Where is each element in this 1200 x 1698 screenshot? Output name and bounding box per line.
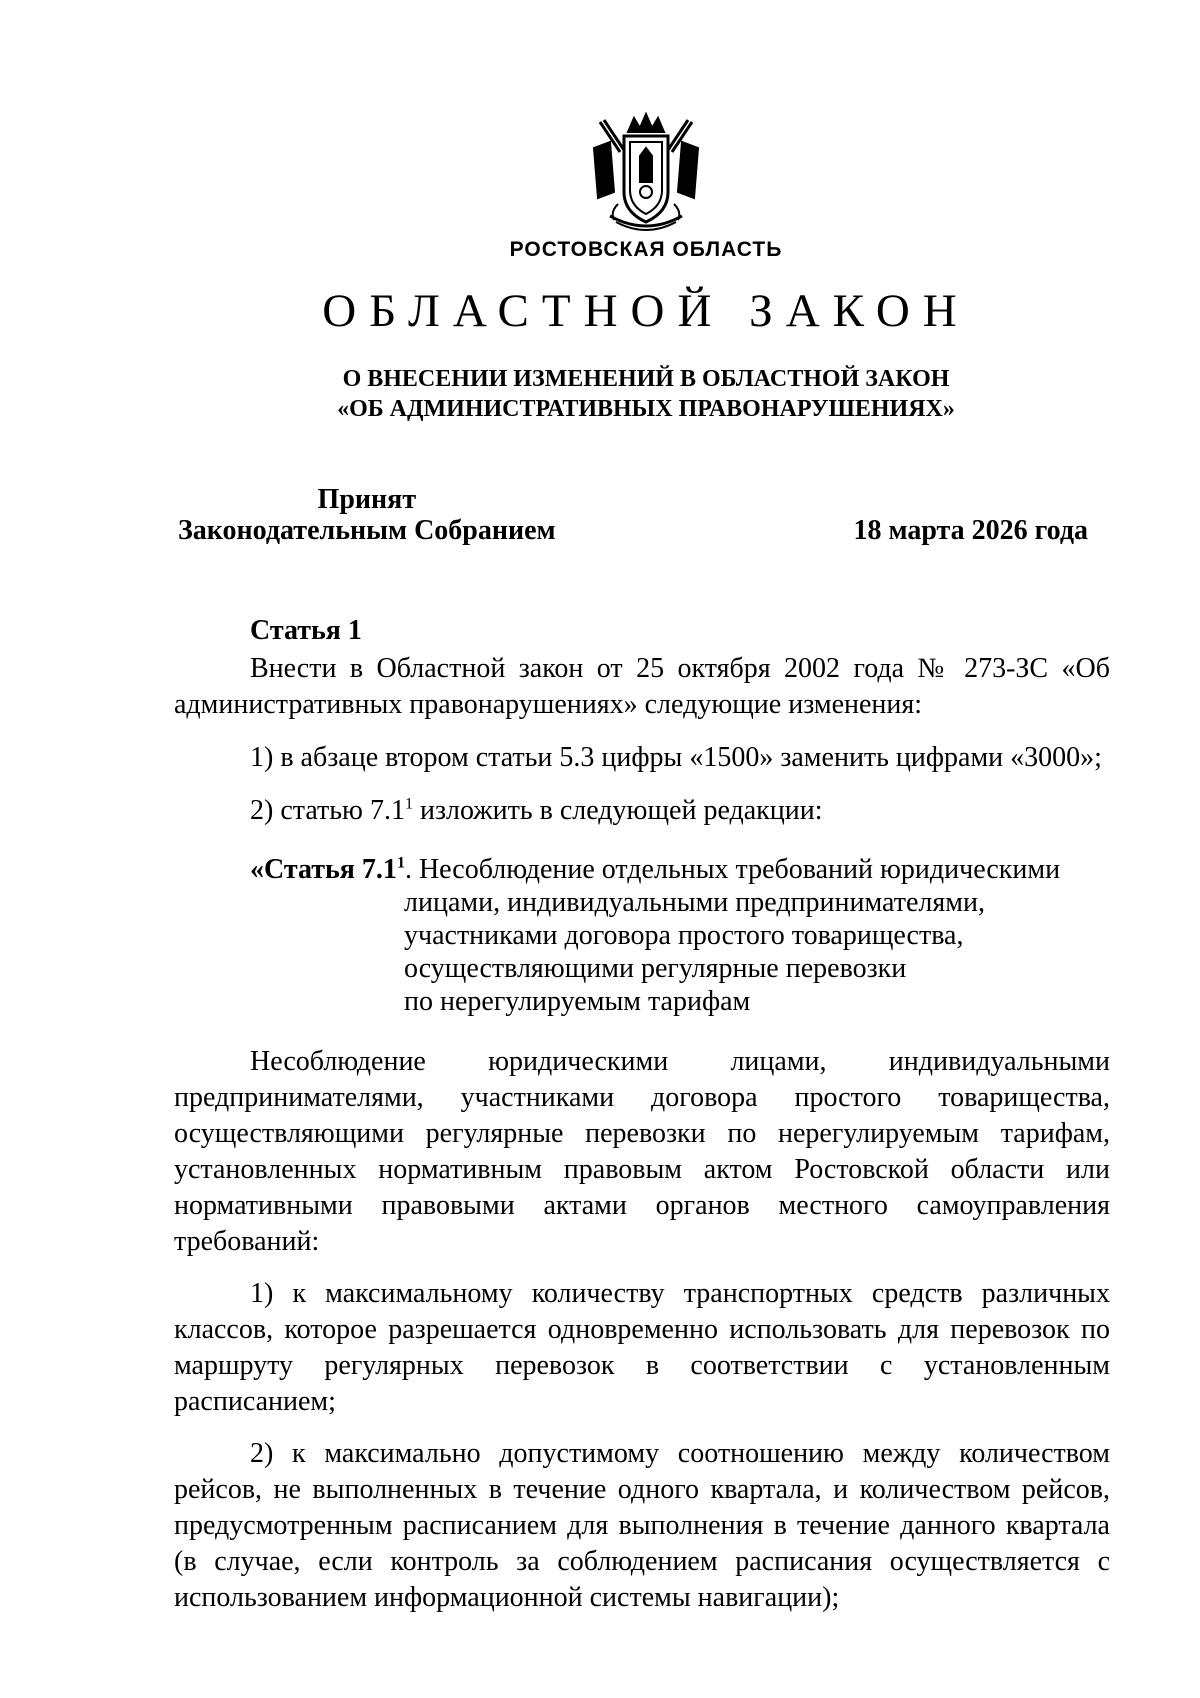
article-7-1-1-title-line-2: лицами, индивидуальными предпринимателями, <box>404 887 985 918</box>
article-1-heading: Статья 1 <box>250 615 362 646</box>
document-body <box>174 611 1110 1616</box>
adoption-line-1: Принят <box>317 484 417 515</box>
item-2-text: 2) статью 7.1 <box>250 795 405 826</box>
article-7-1-1-title-line-5: по нерегулируемым тарифам <box>404 986 751 1017</box>
article-7-1-1-title-line-4: осуществляющими регулярные перевозки <box>404 953 907 984</box>
adoption-line-2: Законодательным Собранием <box>178 515 556 546</box>
item-2-superscript: 1 <box>404 795 413 813</box>
article-label <box>250 854 405 885</box>
coat-of-arms-icon <box>590 112 702 236</box>
article-1-item-2 <box>174 792 1110 829</box>
article-label-dot: . <box>404 854 412 885</box>
law-title-line-1: О ВНЕСЕНИИ ИЗМЕНЕНИЙ В ОБЛАСТНОЙ ЗАКОН <box>342 366 950 392</box>
article-7-1-1-title-line-3: участниками договора простого товарищества, <box>404 920 964 951</box>
article-7-1-1-paragraph-2: 1) к максимальному количеству транспортных средств различных классов, которое разрешается одновременно использовать для перевозок по маршруту регулярных перевозок в соответствии с установленным расписанием; <box>174 1278 1110 1417</box>
adoption-date: 18 марта 2026 года <box>853 515 1088 546</box>
article-1-item-1: 1) в абзаце втором статьи 5.3 цифры «1500» заменить цифрами «3000»; <box>250 742 1102 773</box>
article-label-superscript: 1 <box>396 854 405 872</box>
article-7-1-1-paragraph-3: 2) к максимально допустимому соотношению между количеством рейсов, не выполненных в течение одного квартала, и количеством рейсов, предусмотренным расписанием для выполнения в течение данного квартала (в случае, если контроль за соблюдением расписания осуществляется с использованием информационной системы навигации); <box>174 1438 1110 1613</box>
article-7-1-1-title-line-1 <box>250 853 1060 886</box>
law-title <box>0 364 1200 424</box>
item-2-text-end: изложить в следующей редакции: <box>412 795 823 826</box>
article-label-text: «Статья 7.1 <box>250 854 397 885</box>
article-title-text-1: Несоблюдение отдельных требований юридическими <box>411 854 1061 885</box>
article-7-1-1-paragraph-1: Несоблюдение юридическими лицами, индивидуальными предпринимателями, участниками договора простого товарищества, осуществляющими регулярные перевозки по нерегулируемым тарифам, установленных нормативным правовым актом Ростовской области или нормативными правовыми актами органов местного самоуправления требований: <box>174 1046 1110 1257</box>
article-7-1-1-title-block <box>250 853 1060 1018</box>
article-1-intro: Внести в Областной закон от 25 октября 2002 года № 273-ЗС «Об административных правонарушениях» следующие изменения: <box>174 653 1110 720</box>
article-7-1-1-heading <box>250 853 1110 1018</box>
law-type-heading: ОБЛАСТНОЙ ЗАКОН <box>322 285 970 337</box>
adoption-block <box>178 484 556 546</box>
law-title-line-2: «ОБ АДМИНИСТРАТИВНЫХ ПРАВОНАРУШЕНИЯХ» <box>337 396 955 422</box>
region-name: РОСТОВСКАЯ ОБЛАСТЬ <box>509 238 783 261</box>
